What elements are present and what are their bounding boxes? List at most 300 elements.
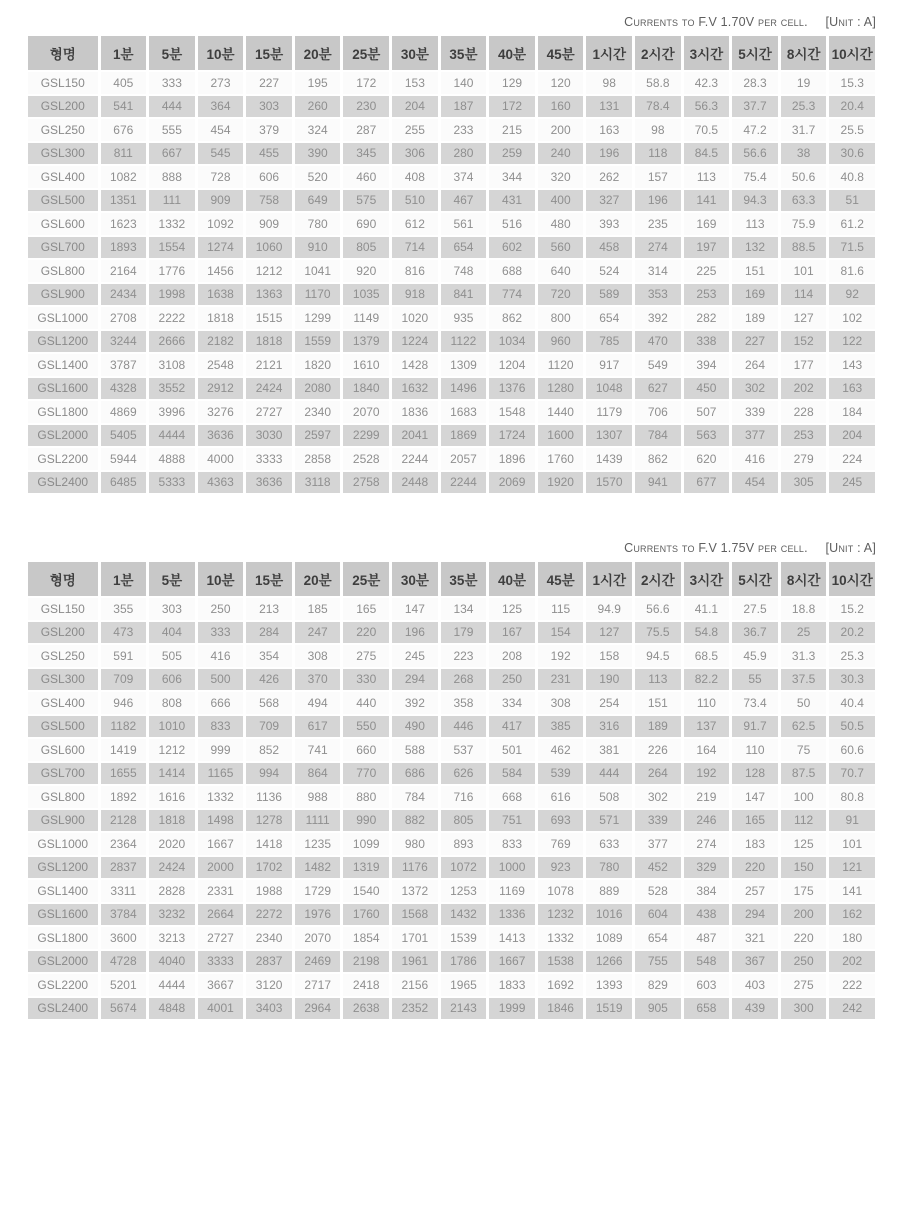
value-cell: 61.2 xyxy=(829,213,875,235)
model-cell: GSL900 xyxy=(28,810,98,832)
model-cell: GSL1200 xyxy=(28,857,98,879)
value-cell: 909 xyxy=(198,190,244,212)
value-cell: 606 xyxy=(149,669,195,691)
model-cell: GSL1000 xyxy=(28,833,98,855)
value-cell: 394 xyxy=(684,354,730,376)
value-cell: 2164 xyxy=(101,260,147,282)
value-cell: 143 xyxy=(829,354,875,376)
table-row xyxy=(28,669,875,691)
value-cell: 584 xyxy=(489,763,535,785)
value-cell: 113 xyxy=(684,166,730,188)
column-header: 20분 xyxy=(295,562,341,596)
value-cell: 1280 xyxy=(538,378,584,400)
value-cell: 250 xyxy=(198,598,244,620)
table-row xyxy=(28,763,875,785)
value-cell: 102 xyxy=(829,307,875,329)
value-cell: 27.5 xyxy=(732,598,778,620)
value-cell: 169 xyxy=(732,284,778,306)
value-cell: 334 xyxy=(489,692,535,714)
value-cell: 3787 xyxy=(101,354,147,376)
model-cell: GSL250 xyxy=(28,119,98,141)
value-cell: 1440 xyxy=(538,401,584,423)
value-cell: 353 xyxy=(635,284,681,306)
value-cell: 589 xyxy=(586,284,632,306)
value-cell: 935 xyxy=(441,307,487,329)
value-cell: 122 xyxy=(829,331,875,353)
value-cell: 268 xyxy=(441,669,487,691)
column-header: 30분 xyxy=(392,562,438,596)
value-cell: 816 xyxy=(392,260,438,282)
table-row xyxy=(28,472,875,494)
value-cell: 384 xyxy=(684,880,730,902)
value-cell: 152 xyxy=(781,331,827,353)
value-cell: 591 xyxy=(101,645,147,667)
value-cell: 158 xyxy=(586,645,632,667)
value-cell: 3600 xyxy=(101,927,147,949)
value-cell: 2156 xyxy=(392,974,438,996)
value-cell: 446 xyxy=(441,716,487,738)
value-cell: 2000 xyxy=(198,857,244,879)
column-header: 45분 xyxy=(538,562,584,596)
value-cell: 354 xyxy=(246,645,292,667)
model-cell: GSL2000 xyxy=(28,425,98,447)
value-cell: 537 xyxy=(441,739,487,761)
value-cell: 604 xyxy=(635,904,681,926)
value-cell: 98 xyxy=(586,72,632,94)
value-cell: 1099 xyxy=(343,833,389,855)
value-cell: 693 xyxy=(538,810,584,832)
value-cell: 1169 xyxy=(489,880,535,902)
value-cell: 626 xyxy=(441,763,487,785)
value-cell: 302 xyxy=(732,378,778,400)
column-header: 40분 xyxy=(489,562,535,596)
value-cell: 805 xyxy=(343,237,389,259)
value-cell: 377 xyxy=(635,833,681,855)
model-cell: GSL800 xyxy=(28,786,98,808)
value-cell: 2424 xyxy=(149,857,195,879)
value-cell: 250 xyxy=(781,951,827,973)
value-cell: 549 xyxy=(635,354,681,376)
value-cell: 264 xyxy=(635,763,681,785)
model-cell: GSL600 xyxy=(28,739,98,761)
value-cell: 3636 xyxy=(246,472,292,494)
value-cell: 228 xyxy=(781,401,827,423)
value-cell: 120 xyxy=(538,72,584,94)
value-cell: 1854 xyxy=(343,927,389,949)
value-cell: 257 xyxy=(732,880,778,902)
value-cell: 770 xyxy=(343,763,389,785)
model-cell: GSL250 xyxy=(28,645,98,667)
value-cell: 339 xyxy=(732,401,778,423)
value-cell: 128 xyxy=(732,763,778,785)
value-cell: 501 xyxy=(489,739,535,761)
value-cell: 223 xyxy=(441,645,487,667)
value-cell: 520 xyxy=(295,166,341,188)
value-cell: 28.3 xyxy=(732,72,778,94)
value-cell: 654 xyxy=(441,237,487,259)
column-header: 1분 xyxy=(101,36,147,70)
value-cell: 1439 xyxy=(586,448,632,470)
value-cell: 709 xyxy=(246,716,292,738)
value-cell: 2418 xyxy=(343,974,389,996)
value-cell: 381 xyxy=(586,739,632,761)
value-cell: 1204 xyxy=(489,354,535,376)
value-cell: 62.5 xyxy=(781,716,827,738)
value-cell: 37.5 xyxy=(781,669,827,691)
value-cell: 1701 xyxy=(392,927,438,949)
value-cell: 909 xyxy=(246,213,292,235)
value-cell: 264 xyxy=(732,354,778,376)
header-row xyxy=(28,36,875,70)
value-cell: 303 xyxy=(149,598,195,620)
value-cell: 113 xyxy=(732,213,778,235)
value-cell: 1632 xyxy=(392,378,438,400)
table-row xyxy=(28,307,875,329)
value-cell: 42.3 xyxy=(684,72,730,94)
value-cell: 279 xyxy=(781,448,827,470)
caption-text: Currents to F.V 1.75V per cell. xyxy=(624,541,808,555)
value-cell: 920 xyxy=(343,260,389,282)
value-cell: 1072 xyxy=(441,857,487,879)
value-cell: 470 xyxy=(635,331,681,353)
value-cell: 4001 xyxy=(198,998,244,1020)
value-cell: 2069 xyxy=(489,472,535,494)
value-cell: 1920 xyxy=(538,472,584,494)
value-cell: 2331 xyxy=(198,880,244,902)
value-cell: 3030 xyxy=(246,425,292,447)
value-cell: 677 xyxy=(684,472,730,494)
value-cell: 1089 xyxy=(586,927,632,949)
value-cell: 800 xyxy=(538,307,584,329)
value-cell: 774 xyxy=(489,284,535,306)
column-header: 25분 xyxy=(343,562,389,596)
value-cell: 1729 xyxy=(295,880,341,902)
value-cell: 68.5 xyxy=(684,645,730,667)
value-cell: 852 xyxy=(246,739,292,761)
value-cell: 455 xyxy=(246,143,292,165)
column-header: 10분 xyxy=(198,36,244,70)
table-row xyxy=(28,260,875,282)
value-cell: 204 xyxy=(392,96,438,118)
value-cell: 2666 xyxy=(149,331,195,353)
model-cell: GSL200 xyxy=(28,622,98,644)
value-cell: 1570 xyxy=(586,472,632,494)
value-cell: 490 xyxy=(392,716,438,738)
column-header: 3시간 xyxy=(684,562,730,596)
value-cell: 41.1 xyxy=(684,598,730,620)
value-cell: 50.6 xyxy=(781,166,827,188)
value-cell: 686 xyxy=(392,763,438,785)
value-cell: 439 xyxy=(732,998,778,1020)
value-cell: 444 xyxy=(586,763,632,785)
value-cell: 70.5 xyxy=(684,119,730,141)
value-cell: 1961 xyxy=(392,951,438,973)
value-cell: 275 xyxy=(343,645,389,667)
value-cell: 222 xyxy=(829,974,875,996)
value-cell: 1176 xyxy=(392,857,438,879)
value-cell: 1616 xyxy=(149,786,195,808)
value-cell: 602 xyxy=(489,237,535,259)
value-cell: 4363 xyxy=(198,472,244,494)
value-cell: 308 xyxy=(295,645,341,667)
value-cell: 2041 xyxy=(392,425,438,447)
value-cell: 555 xyxy=(149,119,195,141)
value-cell: 3108 xyxy=(149,354,195,376)
value-cell: 658 xyxy=(684,998,730,1020)
value-cell: 187 xyxy=(441,96,487,118)
value-cell: 2057 xyxy=(441,448,487,470)
column-header: 8시간 xyxy=(781,562,827,596)
value-cell: 4848 xyxy=(149,998,195,1020)
value-cell: 192 xyxy=(538,645,584,667)
value-cell: 833 xyxy=(489,833,535,855)
value-cell: 40.4 xyxy=(829,692,875,714)
value-cell: 811 xyxy=(101,143,147,165)
value-cell: 98 xyxy=(635,119,681,141)
value-cell: 3667 xyxy=(198,974,244,996)
table-row xyxy=(28,786,875,808)
value-cell: 575 xyxy=(343,190,389,212)
value-cell: 314 xyxy=(635,260,681,282)
value-cell: 668 xyxy=(489,786,535,808)
value-cell: 4728 xyxy=(101,951,147,973)
value-cell: 153 xyxy=(392,72,438,94)
value-cell: 1538 xyxy=(538,951,584,973)
value-cell: 2434 xyxy=(101,284,147,306)
value-cell: 4000 xyxy=(198,448,244,470)
value-cell: 110 xyxy=(732,739,778,761)
value-cell: 121 xyxy=(829,857,875,879)
value-cell: 458 xyxy=(586,237,632,259)
value-cell: 1266 xyxy=(586,951,632,973)
value-cell: 2070 xyxy=(343,401,389,423)
value-cell: 1869 xyxy=(441,425,487,447)
value-cell: 864 xyxy=(295,763,341,785)
column-header: 2시간 xyxy=(635,562,681,596)
value-cell: 60.6 xyxy=(829,739,875,761)
value-cell: 403 xyxy=(732,974,778,996)
value-cell: 51 xyxy=(829,190,875,212)
value-cell: 999 xyxy=(198,739,244,761)
column-header: 35분 xyxy=(441,36,487,70)
value-cell: 36.7 xyxy=(732,622,778,644)
table-row xyxy=(28,237,875,259)
value-cell: 4040 xyxy=(149,951,195,973)
value-cell: 516 xyxy=(489,213,535,235)
value-cell: 3403 xyxy=(246,998,292,1020)
value-cell: 2352 xyxy=(392,998,438,1020)
model-cell: GSL2400 xyxy=(28,472,98,494)
column-header: 10시간 xyxy=(829,562,875,596)
value-cell: 172 xyxy=(489,96,535,118)
value-cell: 294 xyxy=(392,669,438,691)
value-cell: 226 xyxy=(635,739,681,761)
table-row xyxy=(28,927,875,949)
value-cell: 3276 xyxy=(198,401,244,423)
value-cell: 25.5 xyxy=(829,119,875,141)
value-cell: 333 xyxy=(149,72,195,94)
value-cell: 460 xyxy=(343,166,389,188)
value-cell: 5944 xyxy=(101,448,147,470)
value-cell: 505 xyxy=(149,645,195,667)
value-cell: 87.5 xyxy=(781,763,827,785)
value-cell: 127 xyxy=(781,307,827,329)
value-cell: 1818 xyxy=(246,331,292,353)
value-cell: 1559 xyxy=(295,331,341,353)
value-cell: 2244 xyxy=(392,448,438,470)
value-cell: 275 xyxy=(781,974,827,996)
value-cell: 507 xyxy=(684,401,730,423)
value-cell: 728 xyxy=(198,166,244,188)
value-cell: 141 xyxy=(684,190,730,212)
value-cell: 245 xyxy=(392,645,438,667)
value-cell: 147 xyxy=(392,598,438,620)
model-cell: GSL1000 xyxy=(28,307,98,329)
value-cell: 1274 xyxy=(198,237,244,259)
value-cell: 30.6 xyxy=(829,143,875,165)
value-cell: 941 xyxy=(635,472,681,494)
value-cell: 1540 xyxy=(343,880,389,902)
value-cell: 259 xyxy=(489,143,535,165)
value-cell: 1253 xyxy=(441,880,487,902)
table-row xyxy=(28,284,875,306)
value-cell: 785 xyxy=(586,331,632,353)
model-cell: GSL700 xyxy=(28,763,98,785)
value-cell: 524 xyxy=(586,260,632,282)
table-row xyxy=(28,622,875,644)
value-cell: 260 xyxy=(295,96,341,118)
value-cell: 1999 xyxy=(489,998,535,1020)
value-cell: 303 xyxy=(246,96,292,118)
value-cell: 220 xyxy=(343,622,389,644)
value-cell: 329 xyxy=(684,857,730,879)
value-cell: 56.6 xyxy=(732,143,778,165)
value-cell: 327 xyxy=(586,190,632,212)
value-cell: 980 xyxy=(392,833,438,855)
value-cell: 1010 xyxy=(149,716,195,738)
value-cell: 2244 xyxy=(441,472,487,494)
value-cell: 755 xyxy=(635,951,681,973)
value-cell: 339 xyxy=(635,810,681,832)
value-cell: 2758 xyxy=(343,472,389,494)
value-cell: 280 xyxy=(441,143,487,165)
value-cell: 3213 xyxy=(149,927,195,949)
value-cell: 3333 xyxy=(198,951,244,973)
value-cell: 2364 xyxy=(101,833,147,855)
value-cell: 450 xyxy=(684,378,730,400)
model-cell: GSL400 xyxy=(28,692,98,714)
model-cell: GSL2200 xyxy=(28,974,98,996)
column-header: 30분 xyxy=(392,36,438,70)
table-caption-fv175 xyxy=(25,495,878,560)
value-cell: 63.3 xyxy=(781,190,827,212)
model-cell: GSL300 xyxy=(28,669,98,691)
value-cell: 1667 xyxy=(198,833,244,855)
value-cell: 889 xyxy=(586,880,632,902)
value-cell: 617 xyxy=(295,716,341,738)
value-cell: 780 xyxy=(295,213,341,235)
value-cell: 2340 xyxy=(295,401,341,423)
value-cell: 302 xyxy=(635,786,681,808)
value-cell: 392 xyxy=(635,307,681,329)
value-cell: 1667 xyxy=(489,951,535,973)
value-cell: 151 xyxy=(635,692,681,714)
value-cell: 118 xyxy=(635,143,681,165)
value-cell: 1372 xyxy=(392,880,438,902)
model-cell: GSL700 xyxy=(28,237,98,259)
value-cell: 200 xyxy=(538,119,584,141)
value-cell: 528 xyxy=(635,880,681,902)
value-cell: 654 xyxy=(635,927,681,949)
model-cell: GSL2000 xyxy=(28,951,98,973)
value-cell: 888 xyxy=(149,166,195,188)
value-cell: 70.7 xyxy=(829,763,875,785)
value-cell: 3636 xyxy=(198,425,244,447)
value-cell: 2528 xyxy=(343,448,389,470)
table-row xyxy=(28,378,875,400)
value-cell: 240 xyxy=(538,143,584,165)
value-cell: 255 xyxy=(392,119,438,141)
value-cell: 633 xyxy=(586,833,632,855)
column-header: 10분 xyxy=(198,562,244,596)
value-cell: 165 xyxy=(343,598,389,620)
table-row xyxy=(28,857,875,879)
value-cell: 75 xyxy=(781,739,827,761)
value-cell: 784 xyxy=(635,425,681,447)
value-cell: 1760 xyxy=(538,448,584,470)
value-cell: 2080 xyxy=(295,378,341,400)
value-cell: 2020 xyxy=(149,833,195,855)
value-cell: 287 xyxy=(343,119,389,141)
value-cell: 183 xyxy=(732,833,778,855)
value-cell: 195 xyxy=(295,72,341,94)
value-cell: 163 xyxy=(586,119,632,141)
value-cell: 91.7 xyxy=(732,716,778,738)
value-cell: 231 xyxy=(538,669,584,691)
value-cell: 2469 xyxy=(295,951,341,973)
value-cell: 2708 xyxy=(101,307,147,329)
value-cell: 3552 xyxy=(149,378,195,400)
value-cell: 1212 xyxy=(246,260,292,282)
value-cell: 190 xyxy=(586,669,632,691)
table-row xyxy=(28,96,875,118)
value-cell: 1414 xyxy=(149,763,195,785)
value-cell: 5333 xyxy=(149,472,195,494)
value-cell: 253 xyxy=(684,284,730,306)
value-cell: 189 xyxy=(635,716,681,738)
value-cell: 81.6 xyxy=(829,260,875,282)
value-cell: 50.5 xyxy=(829,716,875,738)
value-cell: 720 xyxy=(538,284,584,306)
value-cell: 1482 xyxy=(295,857,341,879)
value-cell: 990 xyxy=(343,810,389,832)
value-cell: 151 xyxy=(732,260,778,282)
column-header: 15분 xyxy=(246,562,292,596)
value-cell: 358 xyxy=(441,692,487,714)
value-cell: 1041 xyxy=(295,260,341,282)
value-cell: 92 xyxy=(829,284,875,306)
value-cell: 1428 xyxy=(392,354,438,376)
value-cell: 6485 xyxy=(101,472,147,494)
value-cell: 385 xyxy=(538,716,584,738)
value-cell: 769 xyxy=(538,833,584,855)
value-cell: 134 xyxy=(441,598,487,620)
value-cell: 880 xyxy=(343,786,389,808)
value-cell: 247 xyxy=(295,622,341,644)
value-cell: 2638 xyxy=(343,998,389,1020)
column-header: 10시간 xyxy=(829,36,875,70)
value-cell: 1760 xyxy=(343,904,389,926)
